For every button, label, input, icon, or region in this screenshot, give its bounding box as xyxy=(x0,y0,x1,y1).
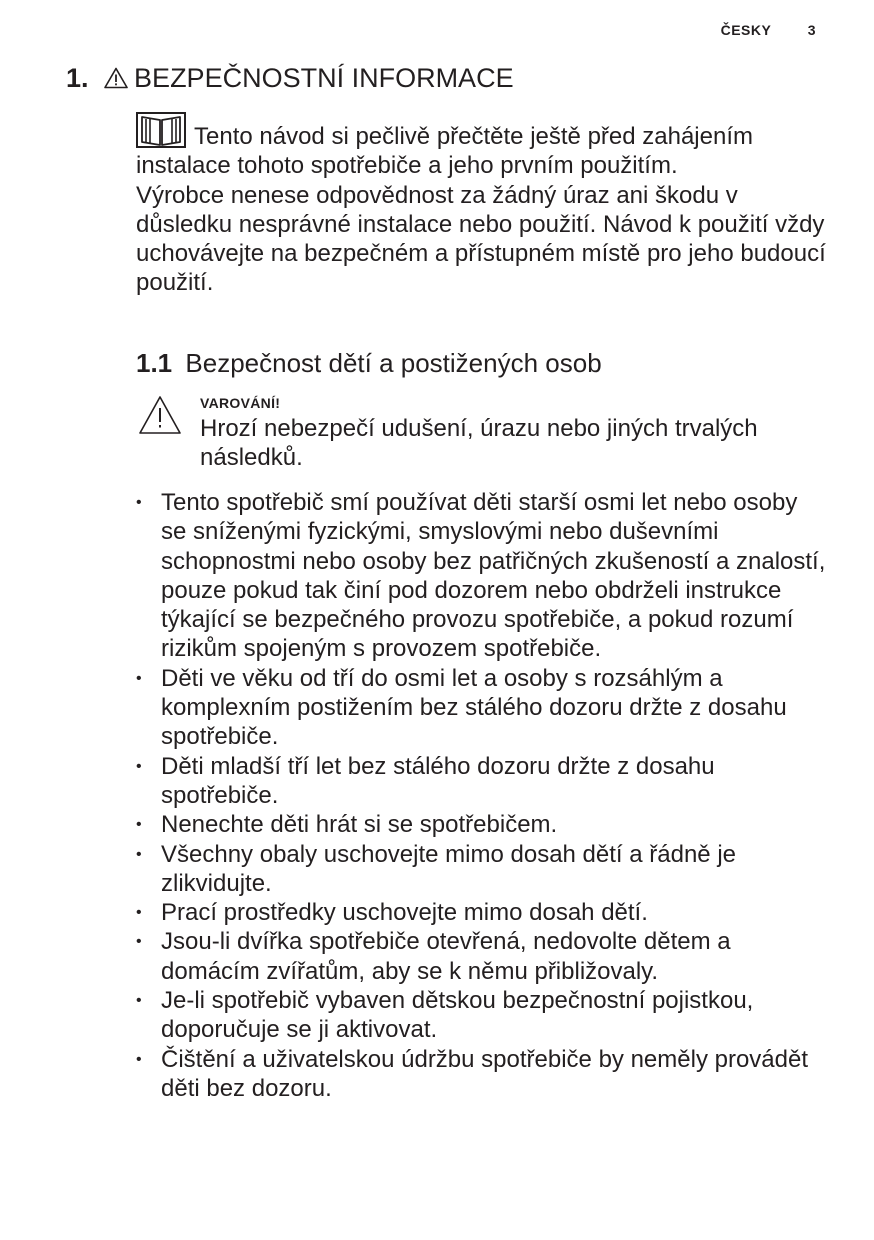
bullet-dot-icon: • xyxy=(136,845,142,863)
warning-triangle-icon xyxy=(138,395,182,435)
list-item xyxy=(136,1045,826,1104)
section-number: 1. xyxy=(66,63,89,93)
intro-paragraph-1 xyxy=(136,112,826,181)
intro-paragraph-2: Výrobce nenese odpovědnost za žádný úraz ani škodu v důsledku nesprávné instalace nebo použití. Návod k použití vždy uchovávejte na bezpečném a přístupném místě pro jeho budoucí použití. xyxy=(136,181,826,297)
subsection-title: Bezpečnost dětí a postižených osob xyxy=(185,348,602,378)
list-item xyxy=(136,898,826,927)
bullet-dot-icon: • xyxy=(136,992,142,1010)
bullet-dot-icon: • xyxy=(136,1050,142,1068)
list-item-text: Tento spotřebič smí používat děti starší osmi let nebo osoby se sníženými fyzickými, smyslovými nebo duševními schopnostmi nebo osoby bez patřičných zkušeností a znalostí, pouze pokud tak činí pod dozorem nebo obdrželi instrukce týkající se bezpečného provozu spotřebiče, a pokud rozumí rizikům spojeným s provozem spotřebiče. xyxy=(161,489,826,663)
list-item xyxy=(136,664,826,752)
list-item-text: Děti ve věku od tří do osmi let a osoby s rozsáhlým a komplexním postižením bez stálého dozoru držte z dosahu spotřebiče. xyxy=(161,664,787,751)
bullet-dot-icon: • xyxy=(136,933,142,951)
bullet-dot-icon: • xyxy=(136,816,142,834)
list-item xyxy=(136,840,826,899)
intro-text-1: Tento návod si pečlivě přečtěte ještě před zahájením instalace tohoto spotřebiče a jeho prvním použitím. xyxy=(136,123,753,180)
warning-label: VAROVÁNÍ! xyxy=(200,395,281,411)
warning-triangle-icon xyxy=(104,62,128,98)
list-item-text: Všechny obaly uschovejte mimo dosah dětí a řádně je zlikvidujte. xyxy=(161,840,737,897)
list-item xyxy=(136,927,826,986)
page-header xyxy=(721,22,816,38)
bullet-list xyxy=(136,488,826,1103)
list-item-text: Děti mladší tří let bez stálého dozoru držte z dosahu spotřebiče. xyxy=(161,752,715,809)
list-item-text: Jsou-li dvířka spotřebiče otevřená, nedovolte dětem a domácím zvířatům, aby se k němu přibližovaly. xyxy=(161,928,731,985)
section-heading xyxy=(66,60,514,98)
bullet-dot-icon: • xyxy=(136,904,142,922)
manual-book-icon xyxy=(136,112,186,148)
bullet-dot-icon: • xyxy=(136,757,142,775)
list-item xyxy=(136,752,826,811)
subsection-heading xyxy=(136,346,602,380)
list-item xyxy=(136,488,826,664)
bullet-dot-icon: • xyxy=(136,494,142,511)
list-item-text: Nenechte děti hrát si se spotřebičem. xyxy=(161,811,558,839)
list-item-text: Prací prostředky uschovejte mimo dosah dětí. xyxy=(161,899,648,927)
intro-block xyxy=(136,112,826,298)
list-item xyxy=(136,810,826,839)
page-number: 3 xyxy=(807,22,816,38)
list-item xyxy=(136,986,826,1045)
list-item-text: Čištění a uživatelskou údržbu spotřebiče by neměly provádět děti bez dozoru. xyxy=(161,1045,809,1102)
warning-text: Hrozí nebezpečí udušení, úrazu nebo jiných trvalých následků. xyxy=(200,415,758,472)
list-item-text: Je-li spotřebič vybaven dětskou bezpečnostní pojistkou, doporučuje se ji aktivovat. xyxy=(161,987,754,1044)
language-label: ČESKY xyxy=(720,22,772,38)
bullet-dot-icon: • xyxy=(136,669,142,687)
subsection-number: 1.1 xyxy=(136,348,173,378)
section-title: BEZPEČNOSTNÍ INFORMACE xyxy=(134,63,514,93)
